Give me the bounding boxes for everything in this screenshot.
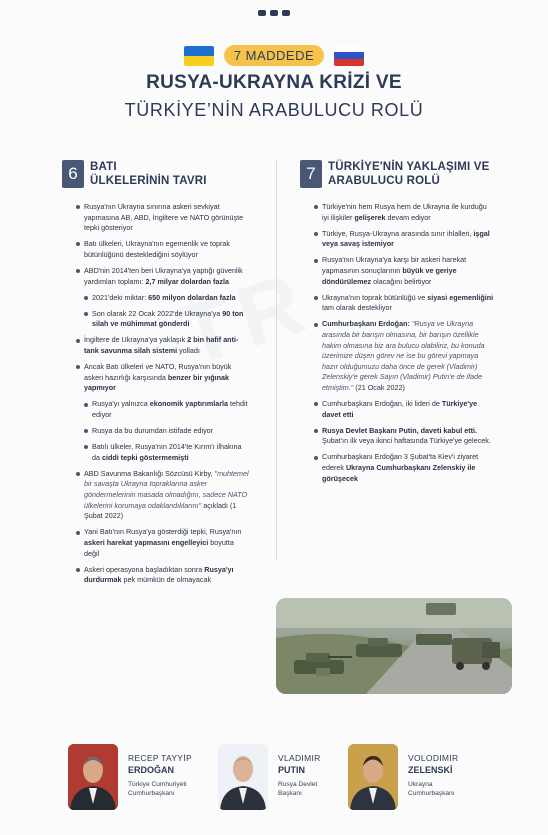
list-item-text: ABD Savunma Bakanlığı Sözcüsü Kirby, — [84, 468, 215, 478]
list-item — [313, 202, 495, 223]
list-item-text: gelişerek — [354, 212, 386, 222]
section-number: 6 — [62, 160, 84, 188]
list-item-text: tehdit ediyor — [92, 399, 248, 419]
section-title-line: ÜLKELERİNİN TAVRI — [90, 175, 207, 187]
leader-role: Türkiye Cumhuriyeti — [128, 781, 187, 788]
list-item — [83, 293, 251, 304]
leader-role: Ukrayna — [408, 781, 433, 788]
list-item-text: Cumhurbaşkanı Erdoğan, iki lideri de — [322, 399, 442, 408]
list-item — [313, 399, 495, 420]
list-item-text: askeri harekat yapmasını engelleyici — [84, 537, 209, 547]
erdogan-portrait — [68, 744, 118, 810]
list-item-text: büyük ve geriye döndürülemez — [322, 265, 457, 286]
leader-card-zelenski — [348, 744, 458, 810]
list-item-text: "muhtemel bir savaşta Ukrayna topraklarına asker göndermelerinin masada olmadığını, sadece NATO ülkelerini korumaya odaklandıklarını" — [84, 468, 249, 510]
list-item — [75, 266, 251, 287]
list-item — [75, 565, 251, 586]
list-item-text: Cumhurbaşkanı Erdoğan 3 Şubat'ta Kiev'i ziyaret ederek — [322, 452, 479, 472]
list-item-text: pek mümkün de olmayacak — [121, 575, 212, 585]
list-item-text: Türkiye'nin hem Rusya hem de Ukrayna ile kurduğu iyi ilişkiler — [322, 202, 487, 222]
list-item — [313, 426, 495, 447]
leader-card-putin — [218, 744, 321, 810]
list-item-text: ekonomik yaptırımlarla — [149, 399, 228, 409]
list-item — [313, 255, 495, 287]
list-item-text: Askeri operasyona başladıktan sonra — [84, 564, 205, 574]
list-item-text: "Rusya ve Ukrayna arasında bir barışın olmasına, bir barışın özellikle hakim olmasına biz ara bulucu olabiliriz, bu konuda üzerimize düşen görev ne ise bu görevi yapmaya hazır olduğumuzu daha önce de gerek (Vladimir) Zelenskiy'e gerek Sayın (Vladimir) Putin'e de ifade etmiştim." — [322, 319, 485, 392]
list-item-text: Rusya'nın Ukrayna sınırına askeri sevkiyat yapmasına AB, ABD, İngiltere ve NATO görünüşte tepki gösteriyor — [84, 202, 244, 233]
list-item-text: Son olarak 22 Ocak 2022'de Ukrayna'ya — [92, 308, 223, 318]
list-item — [75, 239, 251, 260]
page-title: RUSYA-UKRAYNA KRİZİ VE — [146, 72, 402, 93]
list-item-text: olacağını belirtiyor — [371, 276, 432, 286]
list-item — [83, 399, 251, 420]
convoy-illustration — [276, 598, 512, 694]
list-item-text: devam ediyor — [385, 212, 431, 222]
list-item-text: yolladı — [177, 346, 200, 356]
section-title-line: BATI — [90, 161, 117, 173]
list-item-text: Rusya da bu durumdan istifade ediyor — [92, 426, 214, 436]
leader-role: Rusya Devlet — [278, 781, 318, 788]
header-badge-row — [0, 45, 548, 66]
list-item-text: 2,7 milyar dolardan fazla — [145, 276, 230, 286]
leader-first-name: VLADIMIR — [278, 753, 321, 763]
leader-last-name: ZELENSKİ — [408, 765, 453, 775]
column-divider — [276, 160, 277, 560]
section-header-western-stance — [62, 160, 207, 188]
list-item-text: Rusya'yı durdurmak — [84, 564, 234, 585]
list-item-text: Rusya'yı yalnızca — [92, 399, 150, 409]
list-item — [83, 442, 251, 463]
list-item — [75, 527, 251, 559]
list-item-text: 2021'deki miktar: — [92, 292, 149, 302]
list-item-text: ciddi tepki göstermemişti — [102, 452, 189, 462]
list-item — [75, 202, 251, 234]
ukraine-flag-icon — [184, 46, 214, 66]
zelenski-portrait — [348, 744, 398, 810]
leader-role: Cumhurbaşkanı — [408, 790, 455, 797]
count-badge: 7 MADDEDE — [224, 45, 324, 66]
leader-role: Cumhurbaşkanı — [128, 790, 175, 797]
list-item — [83, 309, 251, 330]
list-item-text: ABD'nin 2014'ten beri Ukrayna'ya yaptığı güvenlik yardımları toplamı: — [84, 265, 243, 286]
leader-first-name: VOLODIMIR — [408, 753, 459, 763]
list-item-text: Şubat'ın ilk veya ikinci haftasında Türkiye'ye gelecek. — [322, 436, 491, 446]
list-item-text: Ancak Batı ülkeleri ve NATO, Rusya'nın büyük askeri hazırlığı karşısında — [84, 362, 232, 382]
section-number: 7 — [300, 160, 322, 188]
list-item — [313, 319, 495, 393]
section-title-line: TÜRKİYE'NİN YAKLAŞIMI VE — [328, 161, 490, 173]
leader-first-name: RECEP TAYYİP — [128, 753, 192, 763]
list-item-text: Rusya'nın Ukrayna'ya karşı bir askeri harekat yapmasının sonuçlarının — [322, 255, 467, 275]
list-item-text: Türkiye'ye davet etti — [322, 399, 478, 419]
list-item-text: Rusya Devlet Başkanı Putin, daveti kabul etti. — [322, 425, 477, 435]
list-item-text: 650 milyon dolardan fazla — [148, 292, 236, 302]
section-header-turkey-approach — [300, 160, 490, 188]
menu-dots-icon — [0, 10, 548, 16]
list-item-text: 90 ton silah ve mühimmat gönderdi — [92, 308, 244, 329]
list-item — [75, 335, 251, 356]
list-item-text: benzer bir yığınak yapmıyor — [84, 372, 230, 393]
russia-flag-icon — [334, 46, 364, 66]
list-item — [313, 452, 495, 484]
list-item-text: Yani Batı'nın Rusya'ya gösterdiği tepki, Rusya'nın — [84, 527, 242, 537]
list-item-text: Ukrayna Cumhurbaşkanı Zelenskiy ile görüşecek — [322, 462, 476, 483]
list-item-text: (21 Ocak 2022) — [353, 382, 405, 392]
leader-last-name: ERDOĞAN — [128, 765, 175, 775]
leader-card-erdogan — [68, 744, 192, 810]
putin-portrait — [218, 744, 268, 810]
list-item-text: boyutta değil — [84, 537, 234, 558]
leader-last-name: PUTIN — [278, 765, 305, 775]
list-item-text: Batılı ülkeler, Rusya'nın 2014'te Kırım'ı ilhakına da — [92, 442, 242, 462]
page-subtitle: TÜRKİYE’NİN ARABULUCU ROLÜ — [124, 100, 424, 120]
list-item-text: 2 bin hafif anti-tank savunma silah sistemi — [84, 335, 239, 356]
list-item-text: açıkladı (1 Şubat 2022) — [84, 500, 237, 521]
list-item-text: işgal veya savaş istemiyor — [322, 228, 490, 249]
list-item-text: Cumhurbaşkanı Erdoğan: — [322, 319, 412, 329]
section-title-line: ARABULUCU ROLÜ — [328, 175, 441, 187]
list-item — [313, 229, 495, 250]
list-item-text: siyasi egemenliğini — [427, 292, 494, 302]
military-convoy-photo — [276, 598, 512, 694]
list-item-text: tam olarak destekliyor — [322, 303, 392, 313]
list-item-text: İngiltere de Ukrayna'ya yaklaşık — [84, 335, 188, 345]
list-item — [75, 362, 251, 394]
list-item — [75, 469, 251, 522]
turkey-approach-list — [313, 202, 495, 490]
list-item-text: Batı ülkeleri, Ukrayna'nın egemenlik ve toprak bütünlüğünü desteklediğini söylüyor — [84, 239, 230, 259]
list-item — [313, 293, 495, 314]
list-item-text: Ukrayna'nın toprak bütünlüğü ve — [322, 292, 428, 302]
western-stance-list — [75, 202, 251, 591]
list-item — [83, 426, 251, 437]
list-item-text: Türkiye, Rusya-Ukrayna arasında sınır ihlalleri, — [322, 228, 474, 238]
leader-role: Başkanı — [278, 790, 302, 797]
